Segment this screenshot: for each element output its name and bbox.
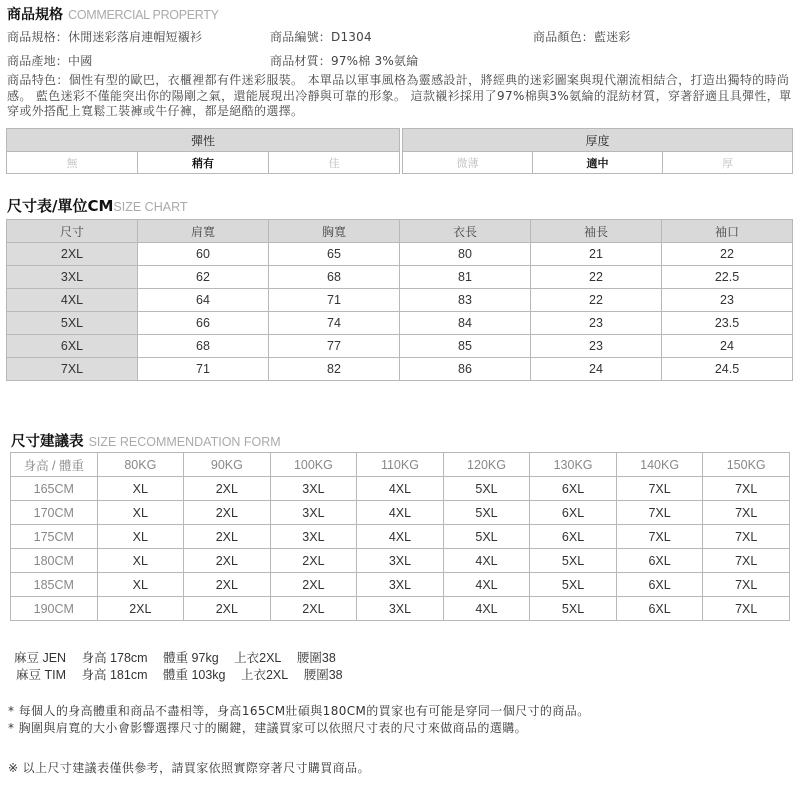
size-recommendation-title: [11, 430, 281, 451]
size-chart-title-cn: 尺寸表/單位: [7, 197, 88, 215]
size-measurement: 60: [138, 243, 269, 266]
size-chart-unit: CM: [87, 197, 114, 215]
recommendation-row: [11, 477, 790, 501]
size-measurement: 23.5: [662, 312, 793, 335]
size-chart-row: [7, 358, 793, 381]
recommended-size: 7XL: [703, 597, 790, 621]
elasticity-table: [6, 128, 400, 174]
model-height: 身高 181cm: [81, 668, 148, 682]
thickness-option: 適中: [533, 152, 663, 174]
recommended-size: XL: [97, 573, 184, 597]
recommended-size: 4XL: [357, 501, 444, 525]
size-measurement: 80: [400, 243, 531, 266]
recommended-size: 7XL: [703, 501, 790, 525]
size-chart-title: [7, 195, 188, 216]
model-top-size: 上衣2XL: [240, 668, 289, 682]
recommended-size: 7XL: [616, 501, 703, 525]
elasticity-option: 稍有: [138, 152, 269, 174]
recommended-size: 5XL: [443, 501, 530, 525]
size-chart-header: 袖長: [531, 220, 662, 243]
thickness-label: 厚度: [403, 129, 793, 152]
recommended-size: 5XL: [530, 573, 617, 597]
recommendation-row: [11, 501, 790, 525]
product-origin: 商品產地：中國: [7, 54, 93, 68]
recommended-size: 7XL: [703, 525, 790, 549]
size-measurement: 24.5: [662, 358, 793, 381]
product-description: 商品特色：個性有型的歐巴，衣櫃裡都有件迷彩服裝。 本單品以軍事風格為靈感設計，將經典的迷彩圖案與現代潮流相結合，打造出獨特的時尚感。 藍色迷彩不僅能突出你的陽剛之氣，還能展現出冷靜與可靠的形象。 這款襯衫採用了97%棉與3%氨綸的混紡材質，穿著舒適且具彈性，單穿或外搭配上寬鬆工裝褲或牛仔褲，都是絕酷的選擇。: [7, 73, 792, 118]
size-measurement: 22: [531, 266, 662, 289]
recommended-size: 6XL: [530, 477, 617, 501]
product-code: 商品編號：D1304: [270, 30, 372, 44]
size-measurement: 77: [269, 335, 400, 358]
size-measurement: 71: [138, 358, 269, 381]
recommended-size: 5XL: [443, 477, 530, 501]
size-chart-row: [7, 312, 793, 335]
size-measurement: 83: [400, 289, 531, 312]
model-top-size: 上衣2XL: [234, 651, 282, 665]
size-chart-row: [7, 266, 793, 289]
size-measurement: 68: [138, 335, 269, 358]
size-measurement: 64: [138, 289, 269, 312]
size-measurement: 23: [662, 289, 793, 312]
recommendation-row: [11, 573, 790, 597]
size-measurement: 62: [138, 266, 269, 289]
size-measurement: 81: [400, 266, 531, 289]
size-measurement: 74: [269, 312, 400, 335]
size-measurement: 86: [400, 358, 531, 381]
size-measurement: 68: [269, 266, 400, 289]
size-label: 7XL: [7, 358, 138, 381]
height-label: 170CM: [11, 501, 98, 525]
recommended-size: 3XL: [357, 549, 444, 573]
recommended-size: 4XL: [443, 597, 530, 621]
recommended-size: 6XL: [530, 525, 617, 549]
recommended-size: 2XL: [184, 501, 271, 525]
recommended-size: 3XL: [270, 477, 357, 501]
recommended-size: 2XL: [184, 597, 271, 621]
recommended-size: 3XL: [357, 573, 444, 597]
size-label: 2XL: [7, 243, 138, 266]
weight-header: 130KG: [530, 453, 617, 477]
weight-header: 90KG: [184, 453, 271, 477]
recommendation-title-en: SIZE RECOMMENDATION FORM: [88, 435, 281, 449]
size-label: 6XL: [7, 335, 138, 358]
recommended-size: XL: [97, 549, 184, 573]
recommended-size: 2XL: [270, 597, 357, 621]
size-measurement: 24: [662, 335, 793, 358]
size-measurement: 66: [138, 312, 269, 335]
model-waist: 腰圍38: [296, 651, 336, 665]
recommended-size: 2XL: [184, 549, 271, 573]
recommendation-row: [11, 549, 790, 573]
recommended-size: 7XL: [703, 477, 790, 501]
recommended-size: 3XL: [357, 597, 444, 621]
recommended-size: 6XL: [616, 549, 703, 573]
model-height: 身高 178cm: [81, 651, 148, 665]
size-measurement: 82: [269, 358, 400, 381]
size-chart-header: 尺寸: [7, 220, 138, 243]
size-measurement: 71: [269, 289, 400, 312]
thickness-table: [402, 128, 793, 174]
size-chart-row: [7, 289, 793, 312]
recommended-size: 6XL: [530, 501, 617, 525]
weight-header: 150KG: [703, 453, 790, 477]
recommended-size: 6XL: [616, 573, 703, 597]
recommended-size: XL: [97, 477, 184, 501]
recommended-size: 2XL: [270, 549, 357, 573]
height-label: 190CM: [11, 597, 98, 621]
size-measurement: 84: [400, 312, 531, 335]
size-label: 3XL: [7, 266, 138, 289]
size-measurement: 22.5: [662, 266, 793, 289]
recommended-size: 4XL: [357, 525, 444, 549]
height-weight-header: 身高 / 體重: [11, 453, 98, 477]
recommended-size: 7XL: [616, 477, 703, 501]
recommended-size: 5XL: [530, 597, 617, 621]
weight-header: 110KG: [357, 453, 444, 477]
product-color: 商品顏色：藍迷彩: [533, 30, 631, 44]
recommended-size: 4XL: [443, 549, 530, 573]
thickness-option: 微薄: [403, 152, 533, 174]
size-recommendation-table: [10, 452, 790, 621]
weight-header: 140KG: [616, 453, 703, 477]
model-info-tim: [16, 665, 355, 683]
model-name: 麻豆 TIM: [16, 668, 66, 682]
recommended-size: 4XL: [443, 573, 530, 597]
size-measurement: 65: [269, 243, 400, 266]
height-label: 180CM: [11, 549, 98, 573]
height-label: 175CM: [11, 525, 98, 549]
elasticity-option: 佳: [269, 152, 400, 174]
size-chart-header: 胸寬: [269, 220, 400, 243]
recommended-size: 5XL: [530, 549, 617, 573]
size-measurement: 23: [531, 335, 662, 358]
height-label: 185CM: [11, 573, 98, 597]
recommended-size: 5XL: [443, 525, 530, 549]
elasticity-label: 彈性: [7, 129, 400, 152]
size-chart-row: [7, 243, 793, 266]
recommendation-row: [11, 525, 790, 549]
model-weight: 體重 97kg: [163, 651, 219, 665]
size-chart-table: [6, 219, 793, 381]
note-2: * 胸圍與肩寬的大小會影響選擇尺寸的關鍵，建議買家可以依照尺寸表的尺寸來做商品的選購。: [8, 721, 528, 735]
commercial-title-en: COMMERCIAL PROPERTY: [68, 8, 219, 22]
recommended-size: 2XL: [270, 573, 357, 597]
recommended-size: 3XL: [270, 501, 357, 525]
height-label: 165CM: [11, 477, 98, 501]
size-chart-header: 肩寬: [138, 220, 269, 243]
product-material: 商品材質：97%棉 3%氨綸: [270, 54, 419, 68]
size-measurement: 24: [531, 358, 662, 381]
size-chart-row: [7, 335, 793, 358]
recommended-size: 7XL: [703, 549, 790, 573]
weight-header: 100KG: [270, 453, 357, 477]
size-chart-header: 衣長: [400, 220, 531, 243]
commercial-title-cn: 商品規格: [7, 7, 63, 23]
size-measurement: 21: [531, 243, 662, 266]
recommended-size: 7XL: [616, 525, 703, 549]
size-chart-header: 袖口: [662, 220, 793, 243]
recommendation-row: [11, 597, 790, 621]
model-weight: 體重 103kg: [162, 668, 226, 682]
size-measurement: 23: [531, 312, 662, 335]
size-chart-title-en: SIZE CHART: [113, 200, 188, 214]
recommended-size: 2XL: [184, 525, 271, 549]
recommended-size: 7XL: [703, 573, 790, 597]
recommended-size: 3XL: [270, 525, 357, 549]
elasticity-option: 無: [7, 152, 138, 174]
thickness-option: 厚: [663, 152, 793, 174]
note-disclaimer: ※ 以上尺寸建議表僅供參考，請買家依照實際穿著尺寸購買商品。: [8, 761, 370, 775]
model-info-jen: [14, 648, 348, 666]
product-spec: 商品規格：休閒迷彩落肩連帽短襯衫: [7, 30, 203, 44]
commercial-property-title: [7, 4, 219, 24]
recommended-size: 2XL: [184, 477, 271, 501]
weight-header: 80KG: [97, 453, 184, 477]
note-1: * 每個人的身高體重和商品不盡相等，身高165CM壯碩與180CM的買家也有可能是穿同一個尺寸的商品。: [8, 704, 590, 718]
model-waist: 腰圍38: [303, 668, 343, 682]
size-label: 5XL: [7, 312, 138, 335]
size-measurement: 22: [662, 243, 793, 266]
size-measurement: 22: [531, 289, 662, 312]
recommended-size: 6XL: [616, 597, 703, 621]
recommended-size: 2XL: [184, 573, 271, 597]
recommended-size: 4XL: [357, 477, 444, 501]
recommendation-title-cn: 尺寸建議表: [11, 434, 84, 450]
recommended-size: 2XL: [97, 597, 184, 621]
recommended-size: XL: [97, 525, 184, 549]
weight-header: 120KG: [443, 453, 530, 477]
size-label: 4XL: [7, 289, 138, 312]
model-name: 麻豆 JEN: [14, 651, 67, 665]
size-measurement: 85: [400, 335, 531, 358]
recommended-size: XL: [97, 501, 184, 525]
